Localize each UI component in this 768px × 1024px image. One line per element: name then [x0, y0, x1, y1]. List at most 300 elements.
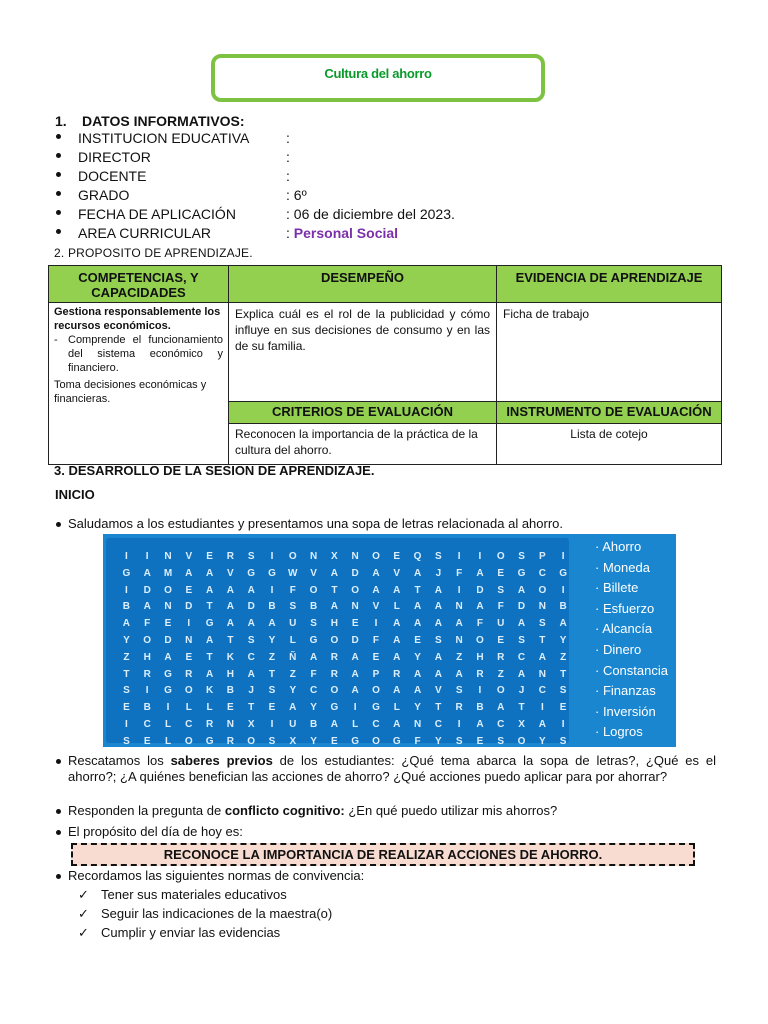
- grid-letter: P: [372, 668, 380, 680]
- bold-text: conflicto cognitivo:: [224, 803, 345, 818]
- grid-letter: H: [330, 618, 338, 630]
- grid-letter: T: [206, 601, 213, 613]
- grid-letter: A: [372, 584, 380, 596]
- grid-letter: T: [414, 584, 421, 596]
- grid-letter: A: [497, 702, 505, 714]
- info-item: [56, 168, 576, 187]
- paragraph-text: Saludamos a los estudiantes y presentamos una sopa de letras relacionada al ahorro.: [68, 516, 564, 531]
- grid-letter: A: [185, 567, 193, 579]
- competence-cell: [49, 303, 229, 465]
- word-item: · Moneda: [595, 559, 650, 575]
- word-search-grid: [106, 538, 569, 747]
- grid-letter: G: [205, 735, 214, 747]
- grid-letter: B: [122, 601, 131, 613]
- grid-letter: A: [393, 635, 401, 646]
- grid-row: [116, 548, 574, 565]
- grid-letter: I: [561, 551, 565, 562]
- bullet-icon: [56, 210, 61, 215]
- grid-letter: N: [226, 719, 234, 730]
- word-item: · Dinero: [595, 641, 642, 657]
- grid-letter: S: [247, 551, 255, 562]
- grid-letter: V: [310, 567, 317, 579]
- section-3-heading: 3. DESARROLLO DE LA SESION DE APRENDIZAJE.: [54, 463, 375, 478]
- grid-letter: N: [455, 601, 463, 613]
- grid-letter: D: [247, 601, 255, 613]
- grid-letter: S: [518, 635, 525, 646]
- grid-letter: J: [435, 567, 442, 579]
- grid-letter: A: [393, 719, 401, 730]
- grid-letter: C: [143, 719, 151, 730]
- grid-letter: I: [374, 618, 378, 630]
- grid-letter: Y: [435, 735, 442, 747]
- info-value: :: [286, 168, 290, 184]
- grid-letter: K: [226, 651, 234, 663]
- section-1-heading: [55, 113, 245, 129]
- grid-letter: T: [123, 668, 130, 680]
- grid-letter: O: [164, 584, 172, 596]
- grid-letter: O: [517, 735, 526, 747]
- criterios-header: CRITERIOS DE EVALUACIÓN: [229, 402, 497, 424]
- grid-letter: A: [434, 618, 442, 630]
- grid-letter: O: [372, 735, 380, 747]
- grid-letter: C: [247, 651, 255, 663]
- grid-letter: Z: [560, 651, 567, 663]
- bullet-icon: [56, 874, 61, 879]
- grid-letter: N: [538, 668, 546, 680]
- info-label: AREA CURRICULAR: [78, 225, 212, 241]
- grid-letter: A: [226, 584, 234, 596]
- grid-letter: I: [145, 685, 149, 697]
- header-evidencia: EVIDENCIA DE APRENDIZAJE: [497, 266, 722, 303]
- capacity-extra: Toma decisiones económicas y financieras.: [54, 379, 207, 405]
- grid-letter: E: [372, 651, 380, 663]
- grid-letter: R: [330, 651, 338, 663]
- grid-letter: E: [393, 551, 401, 562]
- grid-letter: V: [393, 567, 401, 579]
- grid-letter: G: [372, 702, 380, 714]
- grid-letter: A: [289, 702, 297, 714]
- grid-letter: H: [143, 651, 151, 663]
- grid-letter: F: [497, 601, 504, 613]
- grid-letter: A: [247, 618, 255, 630]
- grid-letter: A: [247, 584, 255, 596]
- grid-letter: S: [268, 685, 276, 697]
- header-desempeno: DESEMPEÑO: [229, 266, 497, 303]
- grid-letter: I: [125, 584, 128, 596]
- grid-letter: A: [455, 668, 463, 680]
- grid-letter: R: [476, 668, 484, 680]
- desempeno-cell: Explica cuál es el rol de la publicidad y cómo influye en sus decisiones de consumo y en las de su familia.: [229, 303, 497, 402]
- grid-letter: A: [205, 567, 214, 579]
- paragraph-text: [68, 803, 716, 819]
- grid-letter: E: [143, 735, 151, 747]
- paragraph-2: [56, 753, 716, 785]
- grid-letter: A: [309, 651, 318, 663]
- grid-letter: F: [144, 618, 151, 630]
- grid-letter: O: [288, 551, 297, 562]
- word-item: · Inversión: [595, 703, 656, 719]
- grid-letter: B: [309, 601, 318, 613]
- grid-letter: A: [517, 618, 526, 630]
- grid-letter: O: [372, 551, 380, 562]
- grid-row: [116, 649, 574, 666]
- grid-letter: O: [330, 685, 339, 697]
- paragraph-3: [56, 803, 716, 819]
- grid-letter: S: [455, 735, 463, 747]
- grid-letter: A: [372, 567, 380, 579]
- grid-letter: Y: [268, 635, 276, 646]
- bullet-icon: [56, 809, 61, 814]
- grid-letter: T: [227, 635, 234, 646]
- grid-letter: R: [393, 668, 401, 680]
- grid-letter: F: [372, 635, 380, 646]
- grid-letter: A: [226, 601, 234, 613]
- grid-letter: A: [143, 567, 151, 579]
- grid-letter: A: [476, 601, 484, 613]
- paragraph-5: [56, 868, 716, 884]
- bullet-icon: [56, 830, 61, 835]
- grid-row: [116, 733, 574, 745]
- grid-letter: K: [205, 685, 214, 697]
- grid-row: [116, 632, 574, 649]
- grid-letter: B: [143, 702, 151, 714]
- grid-letter: V: [372, 601, 380, 613]
- grid-letter: Ñ: [289, 651, 297, 663]
- grid-letter: E: [268, 702, 276, 714]
- grid-letter: T: [206, 651, 213, 663]
- grid-letter: J: [518, 685, 525, 697]
- grid-letter: I: [145, 551, 149, 562]
- grid-letter: A: [538, 719, 546, 730]
- paragraph-1: [56, 516, 716, 532]
- grid-letter: Y: [414, 651, 421, 663]
- grid-letter: G: [122, 567, 131, 579]
- grid-letter: L: [206, 702, 213, 714]
- grid-row: [116, 582, 574, 599]
- grid-letter: L: [393, 601, 400, 613]
- grid-letter: E: [185, 651, 193, 663]
- grid-letter: I: [478, 685, 482, 697]
- grid-letter: G: [351, 735, 360, 747]
- grid-letter: O: [184, 685, 193, 697]
- grid-letter: J: [248, 685, 254, 697]
- info-value: :: [286, 149, 290, 165]
- paragraph-text: [68, 753, 716, 785]
- section-1-number: 1.: [55, 113, 67, 129]
- grid-letter: A: [205, 668, 214, 680]
- grid-row: [116, 699, 574, 716]
- grid-letter: I: [478, 551, 482, 562]
- grid-letter: E: [164, 618, 172, 630]
- grid-letter: F: [414, 735, 421, 747]
- grid-letter: X: [247, 719, 255, 730]
- grid-letter: I: [353, 702, 357, 714]
- evidencia-cell: Ficha de trabajo: [497, 303, 722, 402]
- bold-text: saberes previos: [170, 753, 273, 768]
- grid-letter: S: [123, 685, 130, 697]
- grid-letter: S: [289, 601, 297, 613]
- grid-letter: F: [456, 567, 463, 579]
- text-part: Responden la pregunta de: [68, 803, 225, 818]
- grid-letter: N: [164, 551, 172, 562]
- grid-letter: N: [164, 601, 172, 613]
- grid-letter: A: [434, 668, 442, 680]
- grid-letter: S: [247, 635, 255, 646]
- grid-letter: Y: [559, 635, 567, 646]
- grid-letter: N: [185, 635, 193, 646]
- grid-letter: N: [538, 601, 546, 613]
- grid-letter: S: [518, 551, 525, 562]
- grid-letter: I: [270, 719, 274, 730]
- grid-letter: G: [164, 685, 172, 697]
- grid-letter: F: [476, 618, 483, 630]
- grid-letter: O: [184, 735, 193, 747]
- grid-letter: R: [455, 702, 463, 714]
- grid-letter: I: [561, 719, 565, 730]
- info-value-prefix: :: [286, 225, 294, 241]
- grid-letter: A: [351, 685, 359, 697]
- grid-letter: S: [435, 635, 442, 646]
- grid-letter: R: [226, 551, 234, 562]
- grid-letter: A: [330, 601, 338, 613]
- info-label: FECHA DE APLICACIÓN: [78, 206, 236, 222]
- grid-letter: A: [413, 685, 422, 697]
- grid-letter: A: [517, 668, 526, 680]
- grid-letter: A: [434, 584, 442, 596]
- grid-letter: O: [351, 584, 360, 596]
- grid-letter: O: [372, 685, 380, 697]
- grid-letter: G: [330, 702, 339, 714]
- grid-letter: Z: [456, 651, 463, 663]
- page-title: Cultura del ahorro: [324, 66, 432, 81]
- criterio-cell: Reconocen la importancia de la práctica de la cultura del ahorro.: [229, 424, 497, 465]
- info-item: [56, 149, 576, 168]
- grid-letter: F: [289, 584, 296, 596]
- text-part: ¿En qué puedo utilizar mis ahorros?: [344, 803, 558, 818]
- grid-letter: L: [164, 735, 172, 747]
- grid-letter: G: [517, 567, 526, 579]
- grid-letter: Y: [414, 702, 421, 714]
- paragraph-4: [56, 824, 716, 840]
- grid-letter: B: [309, 719, 318, 730]
- grid-letter: D: [351, 635, 359, 646]
- grid-letter: Z: [289, 668, 296, 680]
- grid-letter: A: [164, 651, 172, 663]
- grid-letter: A: [393, 618, 401, 630]
- grid-letter: A: [476, 567, 484, 579]
- norm-item: [78, 887, 287, 903]
- capacity-item: [54, 333, 223, 375]
- grid-letter: T: [539, 635, 546, 646]
- info-item: [56, 206, 576, 225]
- grid-row: [116, 682, 574, 699]
- grid-letter: V: [227, 567, 234, 579]
- grid-letter: A: [413, 601, 422, 613]
- grid-letter: O: [538, 584, 547, 596]
- grid-letter: S: [268, 735, 276, 747]
- grid-letter: A: [205, 584, 214, 596]
- grid-letter: T: [268, 668, 276, 680]
- grid-letter: N: [309, 551, 318, 562]
- section-1-label: DATOS INFORMATIVOS:: [82, 113, 245, 129]
- grid-letter: G: [247, 567, 256, 579]
- grid-letter: B: [268, 601, 276, 613]
- grid-letter: E: [414, 635, 421, 646]
- grid-letter: Y: [310, 702, 317, 714]
- grid-letter: A: [143, 601, 151, 613]
- dash: -: [54, 334, 58, 346]
- grid-letter: T: [331, 584, 338, 596]
- grid-letter: C: [309, 685, 318, 697]
- grid-letter: R: [143, 668, 151, 680]
- grid-letter: O: [247, 735, 256, 747]
- grid-letter: A: [517, 584, 526, 596]
- bullet-icon: [56, 759, 61, 764]
- info-value: : 06 de diciembre del 2023.: [286, 206, 455, 222]
- grid-letter: L: [164, 719, 172, 730]
- grid-letter: A: [330, 719, 338, 730]
- checkmark-icon: ✓: [78, 925, 89, 940]
- grid-row: [116, 666, 574, 683]
- grid-letter: S: [497, 584, 505, 596]
- info-item: [56, 187, 576, 206]
- grid-letter: N: [455, 635, 463, 646]
- grid-letter: E: [476, 735, 484, 747]
- paragraph-text: El propósito del día de hoy es:: [68, 824, 243, 839]
- grid-row: [116, 598, 574, 615]
- norm-text: Seguir las indicaciones de la maestra(o): [101, 906, 333, 921]
- grid-letter: A: [434, 601, 442, 613]
- grid-letter: C: [538, 685, 546, 697]
- instrumento-header: INSTRUMENTO DE EVALUACIÓN: [497, 402, 722, 424]
- grid-letter: E: [331, 735, 338, 747]
- grid-letter: S: [435, 551, 442, 562]
- word-item: · Ahorro: [595, 539, 642, 554]
- grid-letter: I: [270, 551, 274, 562]
- grid-letter: Q: [413, 551, 422, 562]
- grid-letter: E: [227, 702, 234, 714]
- grid-letter: A: [205, 635, 214, 646]
- grid-letter: H: [226, 668, 234, 680]
- grid-letter: D: [517, 601, 526, 613]
- grid-letter: R: [205, 719, 214, 730]
- info-list: [56, 130, 576, 244]
- grid-letter: R: [226, 735, 234, 747]
- grid-letter: V: [185, 551, 193, 562]
- grid-letter: U: [497, 618, 505, 630]
- grid-letter: O: [496, 685, 505, 697]
- grid-letter: A: [538, 651, 546, 663]
- grid-letter: E: [123, 702, 130, 714]
- grid-letter: A: [122, 618, 131, 630]
- text-part: de los estudiantes: ¿Qué tema abarca la sopa de letras?, ¿Qué es el ahorro?; ¿A quiénes benefician las acciones de ahorro? ¿Qué acciones puedo aplicar para por ahorrar?: [68, 753, 716, 784]
- grid-letter: N: [351, 551, 359, 562]
- grid-letter: G: [559, 567, 568, 579]
- grid-letter: B: [476, 702, 484, 714]
- grid-letter: O: [309, 584, 318, 596]
- bullet-icon: [56, 522, 61, 527]
- grid-letter: D: [185, 601, 193, 613]
- capacity-text: Comprende el funcionamiento del sistema económico y financiero.: [68, 334, 223, 374]
- instrumento-cell: Lista de cotejo: [497, 424, 722, 465]
- grid-letter: S: [455, 685, 463, 697]
- purpose-box: RECONOCE LA IMPORTANCIA DE REALIZAR ACCIONES DE AHORRO.: [71, 843, 695, 866]
- grid-letter: Y: [539, 735, 546, 747]
- grid-letter: Z: [123, 651, 130, 663]
- grid-letter: U: [289, 618, 297, 630]
- grid-letter: C: [538, 567, 546, 579]
- grid-letter: T: [560, 668, 567, 680]
- word-list: [595, 537, 668, 743]
- grid-letter: T: [435, 702, 442, 714]
- grid-letter: L: [352, 719, 359, 730]
- grid-letter: D: [164, 635, 172, 646]
- grid-letter: I: [457, 584, 461, 596]
- competence-title: Gestiona responsablemente los recursos económicos.: [54, 306, 221, 332]
- grid-letter: O: [143, 635, 152, 646]
- grid-letter: H: [476, 651, 484, 663]
- grid-row: [116, 615, 574, 632]
- grid-letter: E: [497, 635, 505, 646]
- grid-letter: O: [330, 635, 339, 646]
- info-value: : 6º: [286, 187, 307, 203]
- grid-letter: Z: [268, 651, 276, 663]
- grid-letter: L: [289, 635, 296, 646]
- grid-letter: X: [331, 551, 338, 562]
- grid-letter: D: [476, 584, 484, 596]
- bullet-icon: [56, 153, 61, 158]
- info-label: DOCENTE: [78, 168, 147, 184]
- section-2-heading: 2. PROPOSITO DE APRENDIZAJE.: [54, 246, 253, 260]
- grid-row: [116, 716, 574, 733]
- grid-letter: U: [289, 719, 297, 730]
- grid-letter: C: [517, 651, 526, 663]
- word-search-image: [103, 534, 676, 747]
- grid-letter: Z: [497, 668, 504, 680]
- checkmark-icon: ✓: [78, 906, 89, 921]
- grid-letter: A: [434, 651, 442, 663]
- grid-letter: E: [497, 567, 505, 579]
- norm-text: Tener sus materiales educativos: [101, 887, 287, 902]
- grid-letter: I: [561, 584, 565, 596]
- grid-letter: I: [125, 719, 128, 730]
- grid-letter: S: [559, 735, 567, 747]
- grid-letter: O: [496, 551, 505, 562]
- grid-letter: G: [205, 618, 214, 630]
- grid-letter: M: [163, 567, 173, 579]
- grid-letter: W: [288, 567, 298, 579]
- grid-letter: A: [268, 618, 276, 630]
- norm-item: [78, 925, 280, 941]
- bullet-icon: [56, 229, 61, 234]
- grid-letter: A: [330, 567, 338, 579]
- grid-letter: A: [476, 719, 484, 730]
- grid-letter: B: [226, 685, 234, 697]
- info-label: GRADO: [78, 187, 130, 203]
- grid-letter: O: [476, 635, 484, 646]
- grid-letter: S: [123, 735, 130, 747]
- grid-letter: A: [413, 618, 422, 630]
- grid-letter: A: [393, 651, 401, 663]
- grid-letter: G: [164, 668, 172, 680]
- word-item: · Billete: [595, 580, 639, 596]
- grid-letter: C: [372, 719, 380, 730]
- grid-letter: I: [166, 702, 170, 714]
- grid-letter: A: [413, 567, 422, 579]
- word-item: · Esfuerzo: [595, 600, 655, 616]
- info-item: [56, 225, 576, 244]
- grid-letter: D: [351, 567, 359, 579]
